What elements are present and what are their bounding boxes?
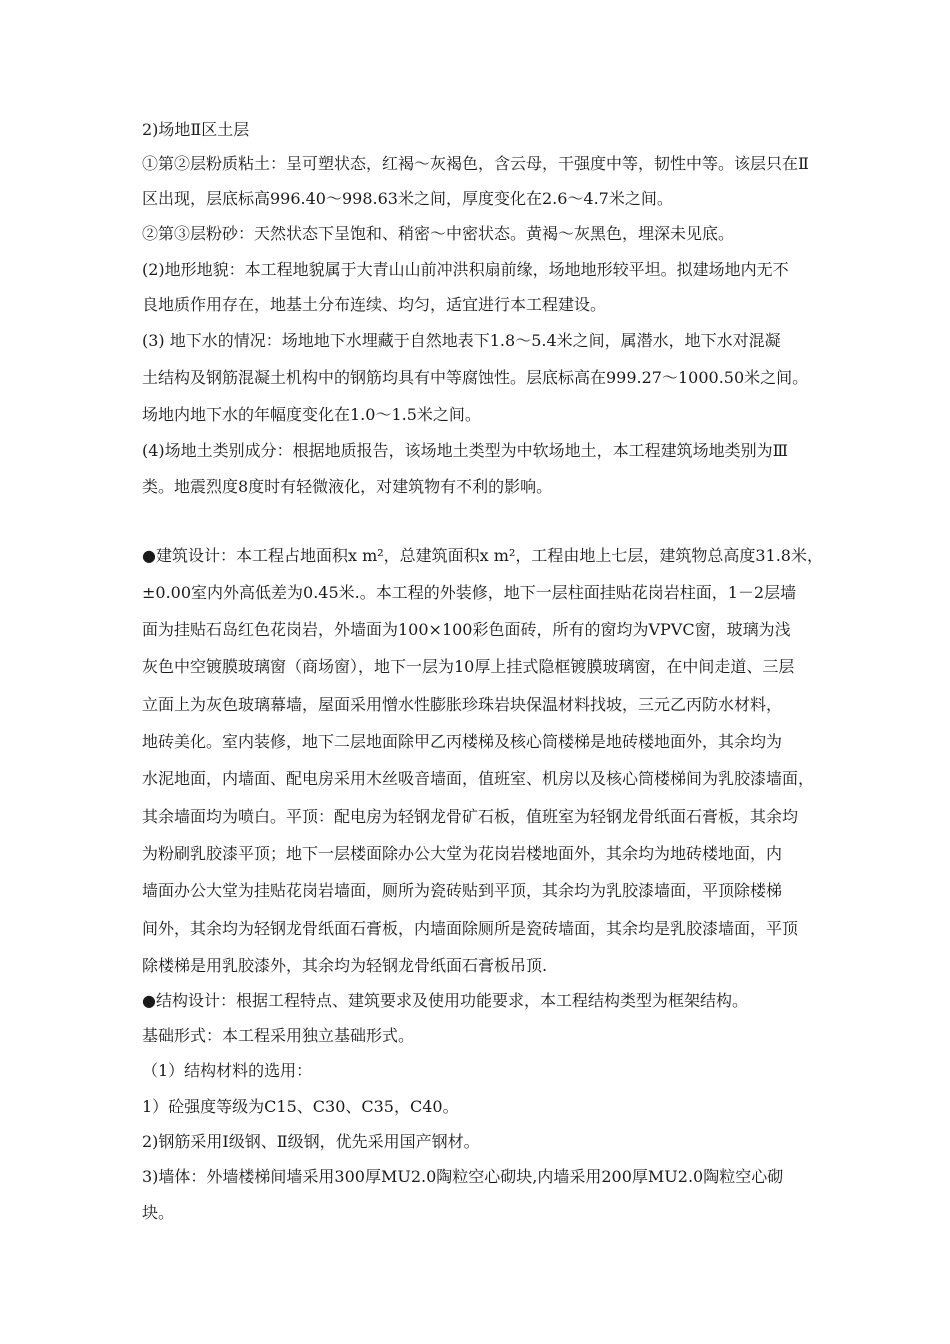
- text-line: 为粉刷乳胶漆平顶；地下一层楼面除办公大堂为花岗岩楼地面外，其余均为地砖楼地面，内: [142, 844, 783, 863]
- text-line: 其余墙面均为喷白。平顶：配电房为轻钢龙骨矿石板，值班室为轻钢龙骨纸面石膏板，其余均: [142, 807, 799, 826]
- text-line: (2)地形地貌：本工程地貌属于大青山山前冲洪积扇前缘，场地地形较平坦。拟建场地内无不: [142, 260, 789, 279]
- text-line: 良地质作用存在，地基土分布连续、均匀，适宜进行本工程建设。: [142, 295, 607, 314]
- text-line: ±0.00室内外高低差为0.45米.。本工程的外装修，地下一层柱面挂贴花岗岩柱面，1－2层墙: [142, 583, 797, 602]
- text-line: 地砖美化。室内装修，地下二层地面除甲乙丙楼梯及核心筒楼梯是地砖楼地面外，其余均为: [142, 732, 783, 751]
- text-line: 墙面办公大堂为挂贴花岗岩墙面，厕所为瓷砖贴到平顶，其余均为乳胶漆墙面，平顶除楼梯: [142, 881, 783, 900]
- text-line: ②第③层粉砂：天然状态下呈饱和、稍密～中密状态。黄褐～灰黑色，埋深未见底。: [142, 224, 735, 243]
- text-line: 间外，其余均为轻钢龙骨纸面石膏板，内墙面除厕所是瓷砖墙面，其余均是乳胶漆墙面，平顶: [142, 919, 799, 938]
- text-line: 场地内地下水的年幅度变化在1.0～1.5米之间。: [142, 405, 481, 424]
- text-line: 除楼梯是用乳胶漆外，其余均为轻钢龙骨纸面石膏板吊顶.: [142, 956, 548, 975]
- text-line: ●建筑设计：本工程占地面积x m²，总建筑面积x m²，工程由地上七层，建筑物总高度31.8米，: [142, 546, 823, 565]
- text-line: 块。: [142, 1203, 175, 1222]
- text-line: 灰色中空镀膜玻璃窗（商场窗），地下一层为10厚上挂式隐框镀膜玻璃窗，在中间走道、三层: [142, 657, 795, 676]
- text-line: 基础形式：本工程采用独立基础形式。: [142, 1026, 415, 1045]
- text-line: ①第②层粉质粘土：呈可塑状态，红褐～灰褐色，含云母，干强度中等，韧性中等。该层只在Ⅱ: [142, 154, 809, 173]
- text-line: 水泥地面，内墙面、配电房采用木丝吸音墙面，值班室、机房以及核心筒楼梯间为乳胶漆墙面，: [142, 769, 815, 788]
- text-line: 3)墙体：外墙楼梯间墙采用300厚MU2.0陶粒空心砌块,内墙采用200厚MU2.0陶粒空心砌: [142, 1167, 784, 1186]
- text-line: 区出现，层底标高996.40～998.63米之间，厚度变化在2.6～4.7米之间。: [142, 189, 673, 208]
- text-line: 土结构及钢筋混凝土机构中的钢筋均具有中等腐蚀性。层底标高在999.27～1000.50米之间。: [142, 368, 809, 387]
- text-line: 2)场地Ⅱ区土层: [142, 120, 250, 139]
- text-line: 面为挂贴石岛红色花岗岩，外墙面为100×100彩色面砖，所有的窗均为VPVC窗，玻璃为浅: [142, 620, 791, 639]
- text-line: （1）结构材料的选用：: [142, 1061, 313, 1080]
- text-line: 1）砼强度等级为C15、C30、C35，C40。: [142, 1097, 459, 1116]
- text-line: 立面上为灰色玻璃幕墙，屋面采用憎水性膨胀珍珠岩块保温材料找坡，三元乙丙防水材料，: [142, 695, 783, 714]
- text-line: (4)场地土类别成分：根据地质报告，该场地土类型为中软场地土，本工程建筑场地类别为Ⅲ: [142, 441, 789, 460]
- text-line: 类。地震烈度8度时有轻微液化，对建筑物有不利的影响。: [142, 477, 553, 496]
- text-line: ●结构设计：根据工程特点、建筑要求及使用功能要求，本工程结构类型为框架结构。: [142, 991, 748, 1010]
- text-line: (3) 地下水的情况：场地地下水埋藏于自然地表下1.8～5.4米之间，属潜水，地下水对混凝: [142, 331, 781, 350]
- text-line: 2)钢筋采用Ⅰ级钢、Ⅱ级钢，优先采用国产钢材。: [142, 1132, 480, 1151]
